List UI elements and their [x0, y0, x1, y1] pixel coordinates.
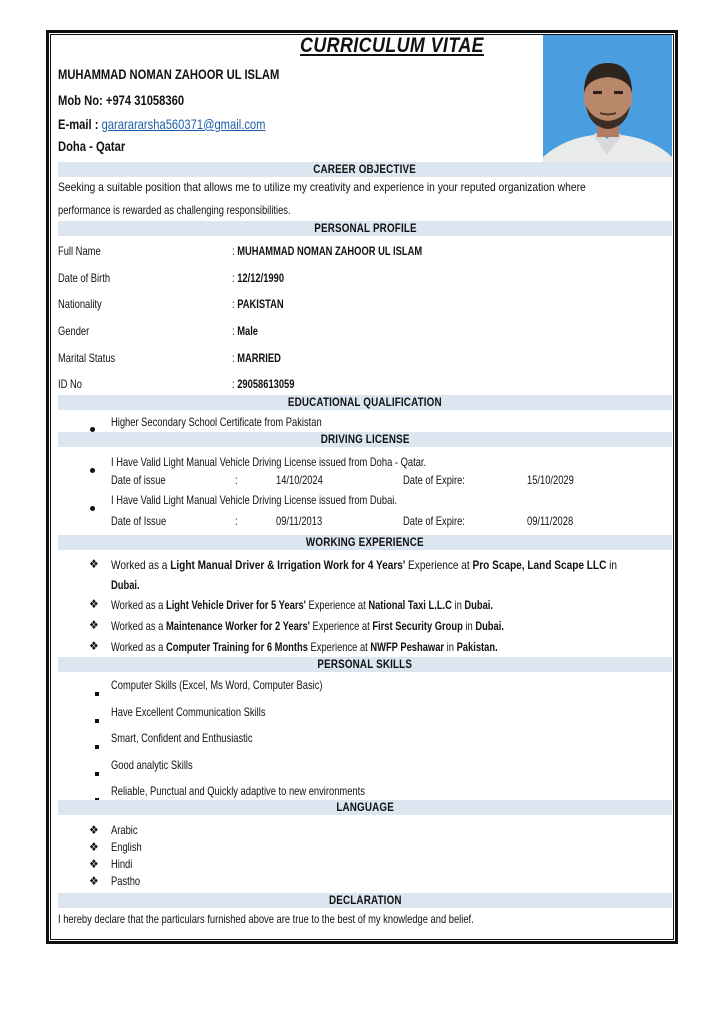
experience-item-4: Worked as a Computer Training for 6 Months Experience at NWFP Peshawar in Pakistan.: [111, 640, 498, 654]
profile-label-marital: Marital Status: [58, 351, 116, 365]
experience-item-3: Worked as a Maintenance Worker for 2 Years' Experience at First Security Group in Dubai.: [111, 619, 504, 633]
language-item-2: English: [111, 840, 142, 854]
language-header: LANGUAGE: [58, 800, 672, 815]
experience-bullet-3: ❖: [89, 618, 99, 632]
skill-bullet-1: [95, 683, 99, 702]
mobile-label: Mob No:: [58, 92, 106, 108]
education-header: EDUCATIONAL QUALIFICATION: [58, 395, 672, 410]
license-colon-1: :: [235, 473, 238, 487]
license-expire-label-1: Date of Expire:: [403, 473, 465, 487]
experience-bullet-2: ❖: [89, 597, 99, 611]
license-expire-label-2: Date of Expire:: [403, 514, 465, 528]
language-item-3: Hindi: [111, 857, 133, 871]
profile-value-dob: : 12/12/1990: [232, 271, 285, 285]
language-item-4: Pastho: [111, 874, 141, 888]
personal-profile-header: PERSONAL PROFILE: [58, 221, 672, 236]
email-link[interactable]: gararararsha560371@gmail.com: [101, 116, 266, 132]
education-item: Higher Secondary School Certificate from Pakistan: [111, 415, 322, 429]
license-text-1: I Have Valid Light Manual Vehicle Driving License issued from Doha - Qatar.: [111, 455, 427, 469]
experience-bullet-4: ❖: [89, 639, 99, 653]
license-issue-date-2: 09/11/2013: [276, 514, 323, 528]
experience-bullet-1: ❖: [89, 557, 99, 571]
skill-item-2: Have Excellent Communication Skills: [111, 705, 266, 719]
skill-item-4: Good analytic Skills: [111, 758, 193, 772]
mobile-line: [58, 92, 184, 108]
email-label: E-mail :: [58, 116, 102, 132]
candidate-name: MUHAMMAD NOMAN ZAHOOR UL ISLAM: [58, 66, 280, 82]
profile-label-fullname: Full Name: [58, 244, 101, 258]
skill-bullet-4: [95, 763, 99, 782]
profile-value-gender: : Male: [232, 324, 259, 338]
email-line: [58, 116, 265, 132]
skill-item-5: Reliable, Punctual and Quickly adaptive to new environments: [111, 784, 365, 798]
experience-item-1-cont: Dubai.: [111, 578, 140, 592]
skill-bullet-3: [95, 736, 99, 755]
profile-value-fullname: : MUHAMMAD NOMAN ZAHOOR UL ISLAM: [232, 244, 423, 258]
career-objective-header: CAREER OBJECTIVE: [58, 162, 672, 177]
location: Doha - Qatar: [58, 138, 126, 154]
profile-photo: [543, 35, 672, 177]
license-expire-date-1: 15/10/2029: [527, 473, 574, 487]
profile-value-nationality: : PAKISTAN: [232, 297, 284, 311]
profile-value-marital: : MARRIED: [232, 351, 281, 365]
profile-label-nationality: Nationality: [58, 297, 102, 311]
language-bullet-3: ❖: [89, 857, 99, 871]
skill-bullet-2: [95, 710, 99, 729]
document-title: CURRICULUM VITAE: [300, 34, 484, 57]
language-bullet-4: ❖: [89, 874, 99, 888]
profile-label-dob: Date of Birth: [58, 271, 111, 285]
experience-item-2: Worked as a Light Vehicle Driver for 5 Years' Experience at National Taxi L.L.C in Dubai.: [111, 598, 493, 612]
language-item-1: Arabic: [111, 823, 138, 837]
objective-line-2: performance is rewarded as challenging responsibilities.: [58, 203, 291, 217]
language-bullet-1: ❖: [89, 823, 99, 837]
driving-license-header: DRIVING LICENSE: [58, 432, 672, 447]
skill-item-3: Smart, Confident and Enthusiastic: [111, 731, 253, 745]
profile-value-id: : 29058613059: [232, 377, 295, 391]
declaration-text: I hereby declare that the particulars furnished above are true to the best of my knowledge and belief.: [58, 912, 474, 926]
working-experience-header: WORKING EXPERIENCE: [58, 535, 672, 550]
skill-item-1: Computer Skills (Excel, Ms Word, Computer Basic): [111, 678, 323, 692]
profile-label-gender: Gender: [58, 324, 90, 338]
license-colon-2: :: [235, 514, 238, 528]
experience-item-1: Worked as a Light Manual Driver & Irrigation Work for 4 Years' Experience at Pro Scape, Land Scape LLC in: [111, 558, 618, 572]
license-bullet-1: [90, 460, 95, 479]
license-issue-date-1: 14/10/2024: [276, 473, 323, 487]
personal-skills-header: PERSONAL SKILLS: [58, 657, 672, 672]
license-issue-label-2: Date of Issue: [111, 514, 167, 528]
mobile-number: +974 31058360: [105, 92, 185, 108]
declaration-header: DECLARATION: [58, 893, 672, 908]
objective-line-1: Seeking a suitable position that allows me to utilize my creativity and experience in your reputed organization where: [58, 180, 586, 194]
license-text-2: I Have Valid Light Manual Vehicle Driving License issued from Dubai.: [111, 493, 397, 507]
portrait-image: [543, 35, 672, 177]
profile-label-id: ID No: [58, 377, 82, 391]
language-bullet-2: ❖: [89, 840, 99, 854]
license-expire-date-2: 09/11/2028: [527, 514, 574, 528]
license-bullet-2: [90, 498, 95, 517]
license-issue-label-1: Date of issue: [111, 473, 166, 487]
